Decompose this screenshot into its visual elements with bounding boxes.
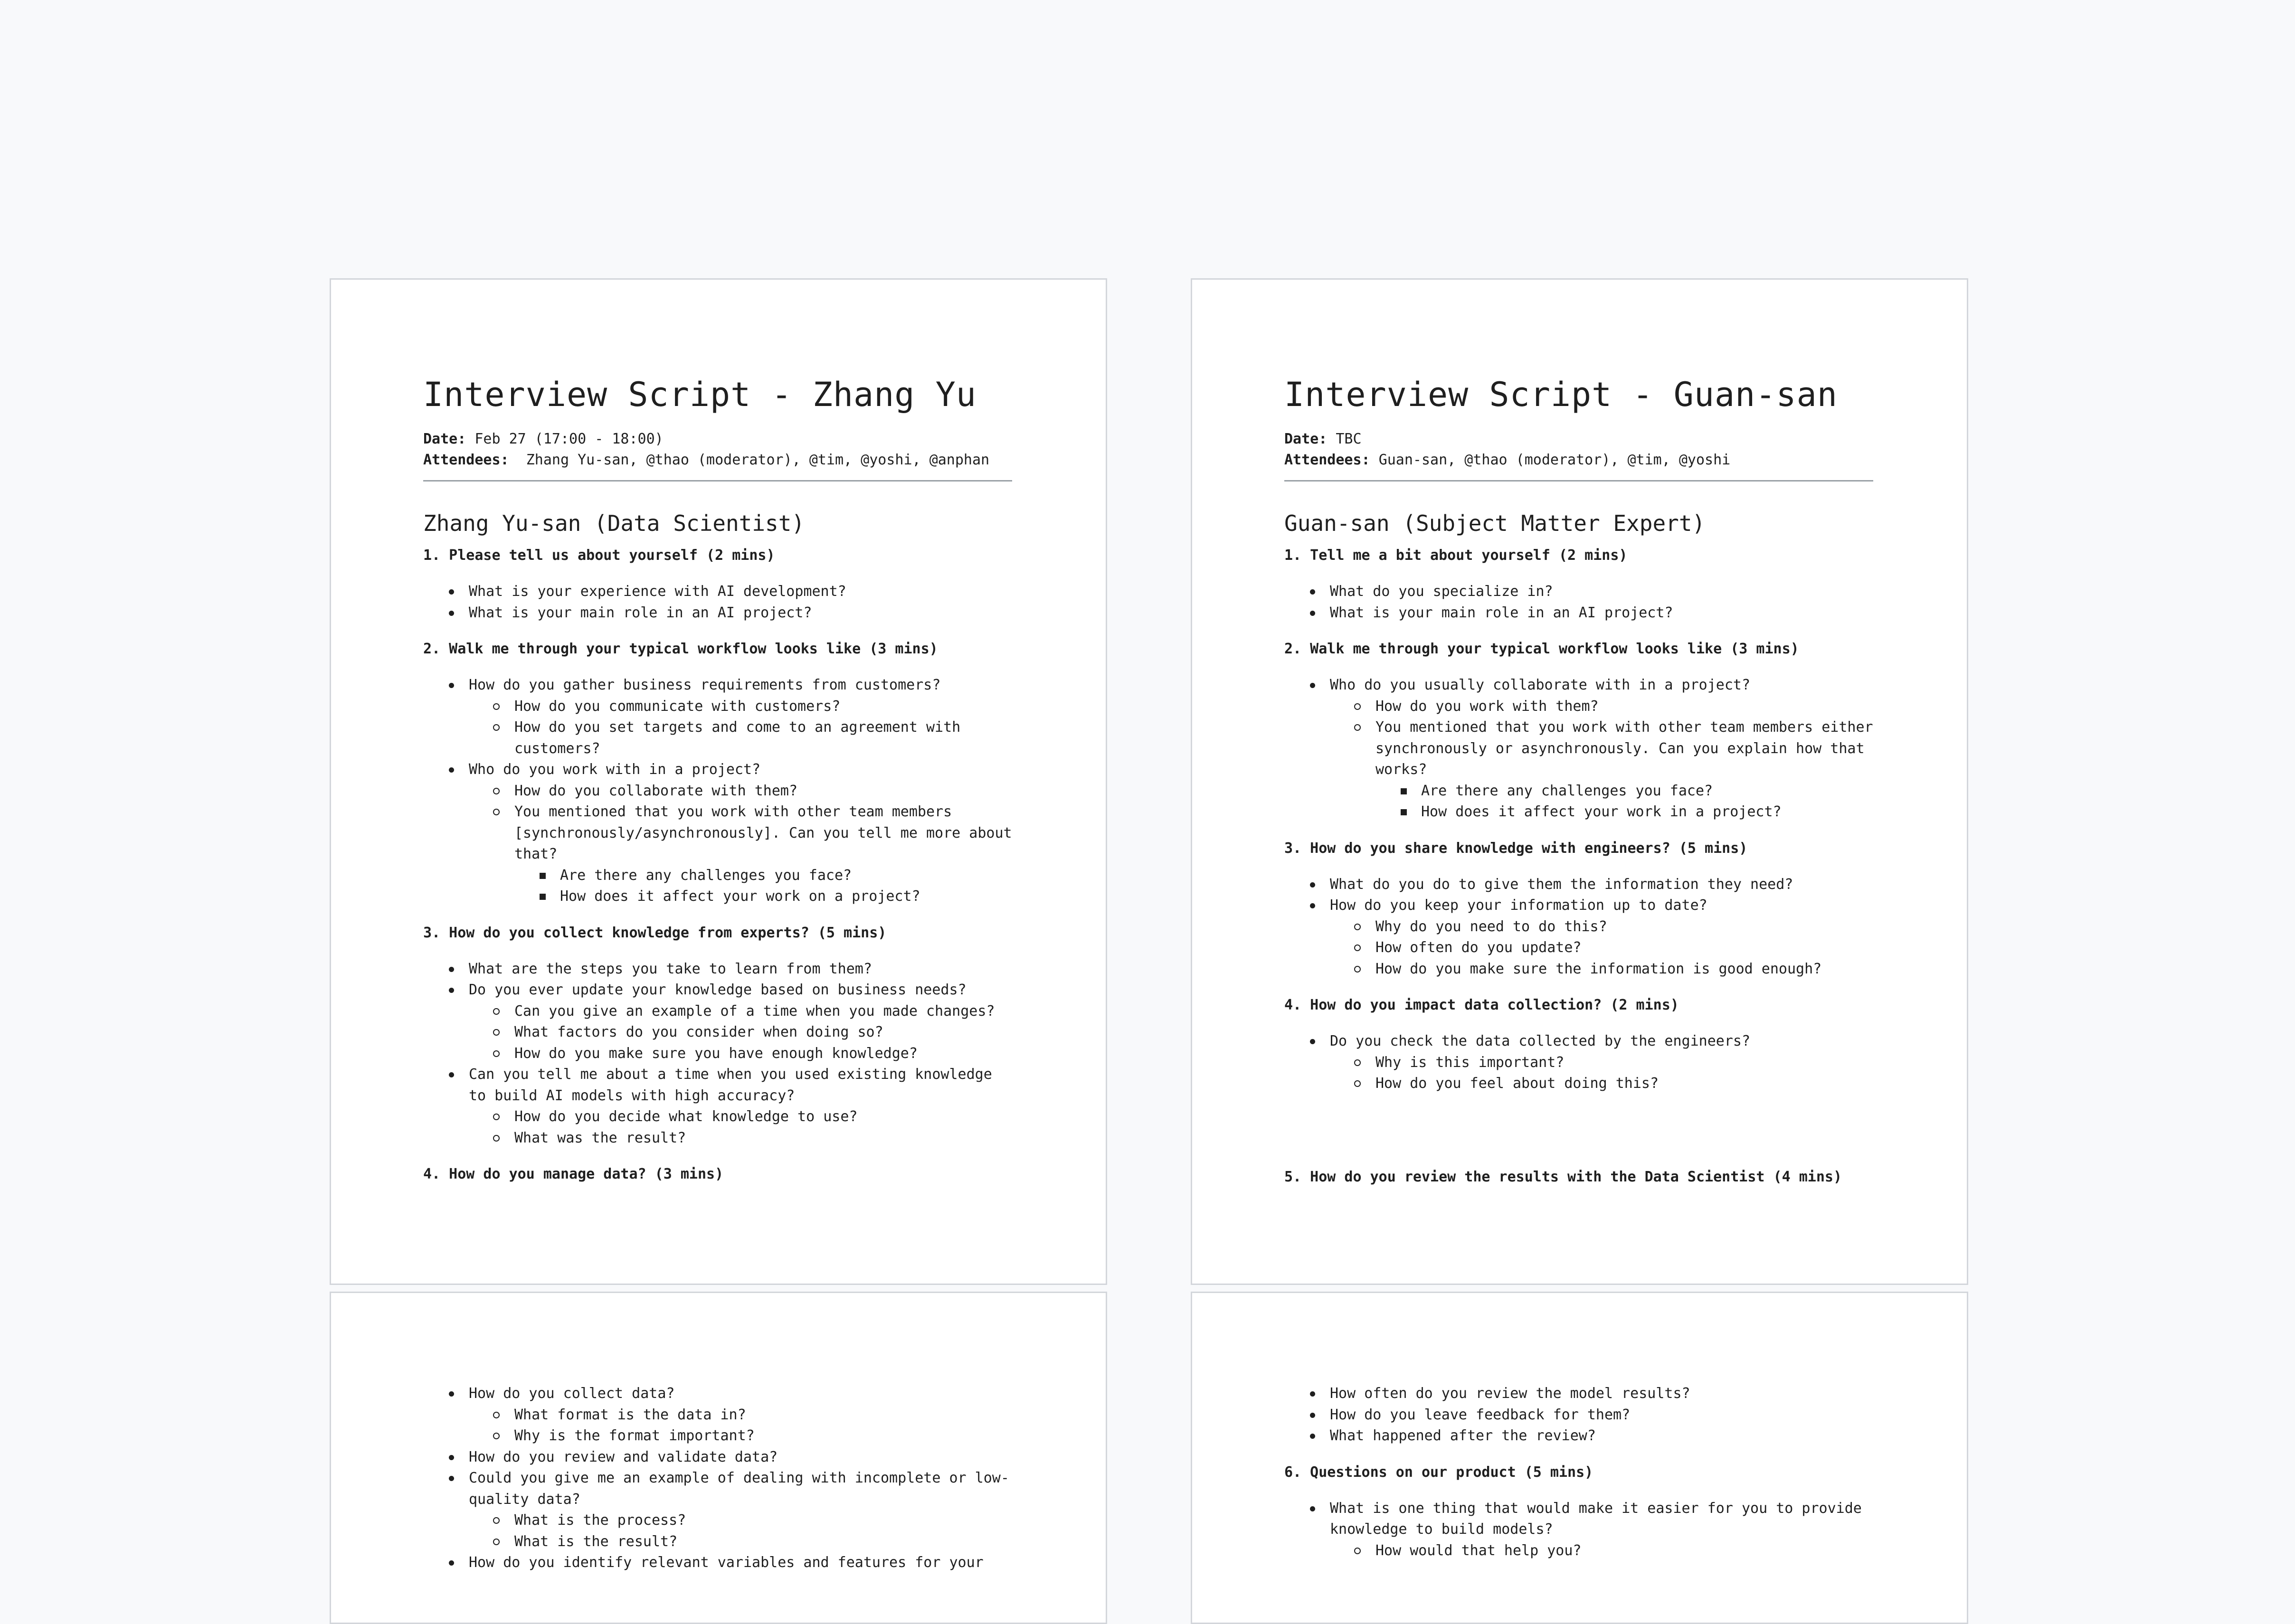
section-heading: Guan-san (Subject Matter Expert) bbox=[1284, 510, 1706, 536]
list-item: Can you give an example of a time when you made changes? bbox=[423, 1001, 1012, 1022]
list-item: What is your main role in an AI project? bbox=[1284, 603, 1873, 624]
list-item: How do you keep your information up to date? bbox=[1284, 895, 1873, 916]
document-page-1 bbox=[330, 278, 1107, 1285]
question-heading: 3. How do you collect knowledge from experts? (5 mins) bbox=[423, 924, 887, 941]
list-item: How do you review and validate data? bbox=[423, 1447, 1012, 1468]
question-heading: 1. Tell me a bit about yourself (2 mins) bbox=[1284, 547, 1628, 564]
list-item: Are there any challenges you face? bbox=[423, 865, 1012, 887]
list-item: How do you collect data? bbox=[423, 1383, 1012, 1405]
question-list bbox=[1284, 1498, 1873, 1562]
list-item: You mentioned that you work with other team members [synchronously/asynchronously]. Can you tell me more about that? bbox=[423, 802, 1012, 865]
page-title: Interview Script - Zhang Yu bbox=[423, 375, 977, 414]
date-line bbox=[423, 429, 1012, 450]
list-item: What happened after the review? bbox=[1284, 1426, 1873, 1447]
horizontal-rule bbox=[423, 480, 1012, 482]
date-value: Feb 27 (17:00 - 18:00) bbox=[474, 431, 664, 447]
list-item: Why do you need to do this? bbox=[1284, 916, 1873, 938]
list-item: Do you check the data collected by the engineers? bbox=[1284, 1031, 1873, 1052]
question-list bbox=[1284, 1031, 1873, 1095]
question-heading: 6. Questions on our product (5 mins) bbox=[1284, 1463, 1593, 1481]
question-list bbox=[423, 959, 1012, 1149]
document-page-3 bbox=[330, 1292, 1107, 1624]
question-heading: 5. How do you review the results with the Data Scientist (4 mins) bbox=[1284, 1168, 1842, 1185]
page-2-content bbox=[1284, 375, 1873, 1203]
question-heading: 4. How do you impact data collection? (2 mins) bbox=[1284, 997, 1679, 1013]
list-item: What is your experience with AI development? bbox=[423, 581, 1012, 603]
date-value: TBC bbox=[1336, 431, 1362, 447]
list-item: How does it affect your work on a project? bbox=[423, 886, 1012, 907]
list-item: What is your main role in an AI project? bbox=[423, 603, 1012, 624]
question-list bbox=[423, 581, 1012, 623]
list-item: What is the process? bbox=[423, 1510, 1012, 1531]
question-heading: 2. Walk me through your typical workflow looks like (3 mins) bbox=[1284, 641, 1799, 657]
horizontal-rule bbox=[1284, 480, 1873, 482]
list-item: What do you do to give them the information they need? bbox=[1284, 874, 1873, 896]
list-item: You mentioned that you work with other team members either synchronously or asynchronously. Can you explain how that works? bbox=[1284, 717, 1873, 781]
attendees-line bbox=[423, 450, 1012, 471]
list-item: How would that help you? bbox=[1284, 1540, 1873, 1562]
question-list bbox=[1284, 581, 1873, 623]
question-heading: 2. Walk me through your typical workflow looks like (3 mins) bbox=[423, 641, 938, 657]
list-item: Are there any challenges you face? bbox=[1284, 781, 1873, 802]
page-3-content bbox=[423, 1383, 1012, 1589]
list-item: How do you identify relevant variables and features for your bbox=[423, 1552, 1012, 1574]
list-item: Do you ever update your knowledge based on business needs? bbox=[423, 980, 1012, 1001]
list-item: Can you tell me about a time when you used existing knowledge to build AI models with high accuracy? bbox=[423, 1064, 1012, 1106]
list-item: How do you communicate with customers? bbox=[423, 696, 1012, 718]
list-item: How do you decide what knowledge to use? bbox=[423, 1106, 1012, 1128]
attendees-line bbox=[1284, 450, 1873, 471]
question-list bbox=[1284, 1383, 1873, 1447]
list-item: What is the result? bbox=[423, 1531, 1012, 1553]
attendees-label: Attendees: bbox=[423, 452, 509, 468]
question-list bbox=[423, 1383, 1012, 1574]
question-list bbox=[1284, 675, 1873, 823]
attendees-value: Guan-san, @thao (moderator), @tim, @yoshi bbox=[1378, 452, 1731, 468]
list-item: How do you make sure you have enough knowledge? bbox=[423, 1043, 1012, 1065]
page-4-content bbox=[1284, 1383, 1873, 1577]
question-heading: 4. How do you manage data? (3 mins) bbox=[423, 1166, 724, 1182]
document-page-2 bbox=[1191, 278, 1968, 1285]
document-page-4 bbox=[1191, 1292, 1968, 1624]
attendees-value: Zhang Yu-san, @thao (moderator), @tim, @yoshi, @anphan bbox=[517, 452, 990, 468]
list-item: What was the result? bbox=[423, 1128, 1012, 1149]
list-item: How often do you update? bbox=[1284, 937, 1873, 959]
list-item: Could you give me an example of dealing with incomplete or low-quality data? bbox=[423, 1468, 1012, 1510]
list-item: What format is the data in? bbox=[423, 1405, 1012, 1426]
question-heading: 1. Please tell us about yourself (2 mins) bbox=[423, 547, 775, 564]
list-item: How do you gather business requirements from customers? bbox=[423, 675, 1012, 696]
list-item: How do you collaborate with them? bbox=[423, 781, 1012, 802]
date-label: Date: bbox=[1284, 431, 1328, 447]
question-list bbox=[423, 675, 1012, 907]
list-item: What factors do you consider when doing so? bbox=[423, 1022, 1012, 1043]
list-item: What are the steps you take to learn from them? bbox=[423, 959, 1012, 980]
question-heading: 3. How do you share knowledge with engineers? (5 mins) bbox=[1284, 840, 1748, 857]
list-item: How often do you review the model results? bbox=[1284, 1383, 1873, 1405]
list-item: How do you work with them? bbox=[1284, 696, 1873, 718]
section-heading: Zhang Yu-san (Data Scientist) bbox=[423, 510, 805, 536]
list-item: Who do you usually collaborate with in a project? bbox=[1284, 675, 1873, 696]
attendees-label: Attendees: bbox=[1284, 452, 1370, 468]
question-list bbox=[1284, 874, 1873, 980]
list-item: Who do you work with in a project? bbox=[423, 759, 1012, 781]
list-item: How do you set targets and come to an agreement with customers? bbox=[423, 717, 1012, 759]
list-item: How do you make sure the information is good enough? bbox=[1284, 959, 1873, 980]
list-item: How does it affect your work in a project? bbox=[1284, 802, 1873, 823]
list-item: What do you specialize in? bbox=[1284, 581, 1873, 603]
page-title: Interview Script - Guan-san bbox=[1284, 375, 1838, 414]
page-1-content bbox=[423, 375, 1012, 1200]
list-item: What is one thing that would make it easier for you to provide knowledge to build models? bbox=[1284, 1498, 1873, 1540]
list-item: Why is the format important? bbox=[423, 1426, 1012, 1447]
date-line bbox=[1284, 429, 1873, 450]
list-item: How do you leave feedback for them? bbox=[1284, 1405, 1873, 1426]
blank-space bbox=[1284, 1110, 1873, 1167]
date-label: Date: bbox=[423, 431, 466, 447]
list-item: Why is this important? bbox=[1284, 1052, 1873, 1074]
list-item: How do you feel about doing this? bbox=[1284, 1073, 1873, 1095]
